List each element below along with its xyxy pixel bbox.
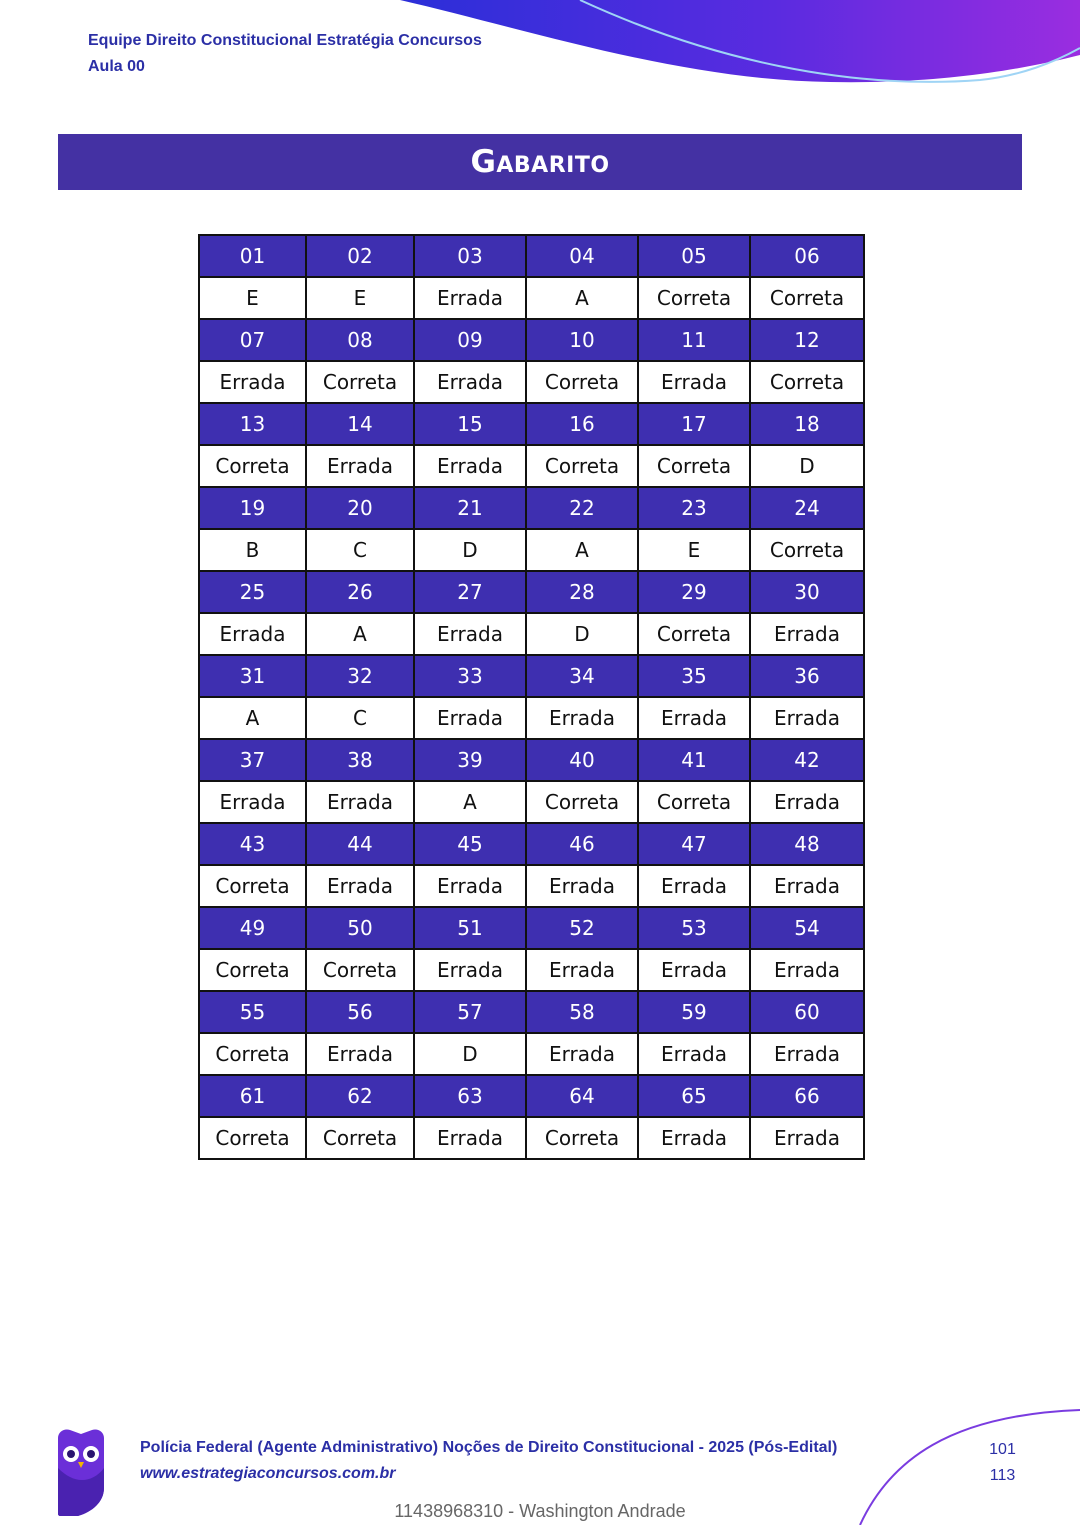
answer-cell: Errada — [638, 1117, 750, 1159]
question-number-cell: 58 — [526, 991, 638, 1033]
answer-cell: Correta — [199, 445, 306, 487]
answer-cell: D — [414, 1033, 526, 1075]
question-number-cell: 32 — [306, 655, 414, 697]
answer-cell: Errada — [414, 865, 526, 907]
answer-cell: D — [526, 613, 638, 655]
answer-cell: Correta — [199, 949, 306, 991]
answer-cell: Errada — [414, 361, 526, 403]
question-number-row — [199, 907, 864, 949]
answer-cell: Errada — [199, 613, 306, 655]
answer-cell: Errada — [638, 697, 750, 739]
question-number-cell: 34 — [526, 655, 638, 697]
question-number-row — [199, 571, 864, 613]
answer-cell: Errada — [526, 949, 638, 991]
question-number-row — [199, 739, 864, 781]
answer-cell: Correta — [306, 1117, 414, 1159]
answer-cell: A — [526, 277, 638, 319]
question-number-row — [199, 319, 864, 361]
answer-cell: Errada — [306, 865, 414, 907]
answer-cell: Correta — [526, 445, 638, 487]
question-number-cell: 57 — [414, 991, 526, 1033]
question-number-cell: 17 — [638, 403, 750, 445]
question-number-cell: 63 — [414, 1075, 526, 1117]
question-number-row — [199, 235, 864, 277]
question-number-cell: 29 — [638, 571, 750, 613]
question-number-row — [199, 823, 864, 865]
question-number-cell: 01 — [199, 235, 306, 277]
answer-cell: E — [306, 277, 414, 319]
answer-row — [199, 361, 864, 403]
answer-cell: Correta — [750, 277, 864, 319]
answer-row — [199, 613, 864, 655]
answer-row — [199, 1033, 864, 1075]
question-number-cell: 59 — [638, 991, 750, 1033]
answer-cell: Errada — [750, 949, 864, 991]
answer-cell: A — [199, 697, 306, 739]
question-number-cell: 62 — [306, 1075, 414, 1117]
question-number-cell: 53 — [638, 907, 750, 949]
answer-cell: Correta — [638, 445, 750, 487]
answer-cell: Errada — [414, 445, 526, 487]
question-number-cell: 24 — [750, 487, 864, 529]
question-number-cell: 27 — [414, 571, 526, 613]
answer-cell: Errada — [638, 865, 750, 907]
answer-cell: A — [306, 613, 414, 655]
answer-cell: E — [638, 529, 750, 571]
header-lesson: Aula 00 — [88, 58, 145, 75]
answer-row — [199, 277, 864, 319]
answer-cell: Errada — [526, 1033, 638, 1075]
question-number-cell: 56 — [306, 991, 414, 1033]
footer-course-title: Polícia Federal (Agente Administrativo) Noções de Direito Constitucional - 2025 (Pós-Edital) — [140, 1439, 838, 1456]
answer-cell: Errada — [750, 781, 864, 823]
question-number-cell: 33 — [414, 655, 526, 697]
question-number-cell: 52 — [526, 907, 638, 949]
question-number-cell: 19 — [199, 487, 306, 529]
answer-row — [199, 529, 864, 571]
answer-cell: Correta — [750, 529, 864, 571]
question-number-cell: 23 — [638, 487, 750, 529]
question-number-cell: 45 — [414, 823, 526, 865]
question-number-cell: 65 — [638, 1075, 750, 1117]
answer-cell: Correta — [526, 1117, 638, 1159]
question-number-cell: 25 — [199, 571, 306, 613]
question-number-cell: 04 — [526, 235, 638, 277]
answer-row — [199, 865, 864, 907]
question-number-row — [199, 487, 864, 529]
question-number-cell: 41 — [638, 739, 750, 781]
answer-cell: Correta — [638, 277, 750, 319]
question-number-cell: 66 — [750, 1075, 864, 1117]
question-number-cell: 08 — [306, 319, 414, 361]
answer-cell: B — [199, 529, 306, 571]
answer-cell: Correta — [750, 361, 864, 403]
answer-cell: Errada — [306, 445, 414, 487]
answer-cell: A — [414, 781, 526, 823]
question-number-row — [199, 991, 864, 1033]
answer-cell: Errada — [638, 361, 750, 403]
question-number-cell: 40 — [526, 739, 638, 781]
section-title: Gabarito — [58, 134, 1022, 190]
answer-cell: Errada — [526, 865, 638, 907]
answer-row — [199, 697, 864, 739]
answer-cell: Errada — [199, 781, 306, 823]
answer-cell: D — [414, 529, 526, 571]
answer-cell: C — [306, 529, 414, 571]
answer-cell: Correta — [638, 613, 750, 655]
answer-cell: Errada — [306, 781, 414, 823]
question-number-cell: 49 — [199, 907, 306, 949]
question-number-cell: 50 — [306, 907, 414, 949]
question-number-cell: 43 — [199, 823, 306, 865]
answer-cell: Errada — [750, 865, 864, 907]
question-number-cell: 54 — [750, 907, 864, 949]
question-number-cell: 02 — [306, 235, 414, 277]
question-number-row — [199, 403, 864, 445]
answer-cell: Errada — [199, 361, 306, 403]
question-number-cell: 36 — [750, 655, 864, 697]
question-number-cell: 09 — [414, 319, 526, 361]
question-number-cell: 11 — [638, 319, 750, 361]
question-number-cell: 47 — [638, 823, 750, 865]
answer-cell: Errada — [750, 613, 864, 655]
question-number-cell: 15 — [414, 403, 526, 445]
footer-user-id: 11438968310 - Washington Andrade — [394, 1501, 686, 1521]
question-number-cell: 16 — [526, 403, 638, 445]
question-number-cell: 38 — [306, 739, 414, 781]
question-number-cell: 51 — [414, 907, 526, 949]
answer-cell: Correta — [526, 781, 638, 823]
answer-cell: Errada — [306, 1033, 414, 1075]
page-current: 101 — [989, 1441, 1016, 1458]
question-number-cell: 44 — [306, 823, 414, 865]
header-wave-decoration — [380, 0, 1080, 95]
answer-cell: Correta — [199, 1117, 306, 1159]
question-number-cell: 35 — [638, 655, 750, 697]
answer-row — [199, 949, 864, 991]
question-number-cell: 64 — [526, 1075, 638, 1117]
question-number-cell: 13 — [199, 403, 306, 445]
answer-cell: Correta — [199, 865, 306, 907]
question-number-cell: 28 — [526, 571, 638, 613]
answer-cell: Errada — [750, 1033, 864, 1075]
question-number-cell: 55 — [199, 991, 306, 1033]
answer-cell: Correta — [306, 949, 414, 991]
answer-row — [199, 781, 864, 823]
question-number-cell: 46 — [526, 823, 638, 865]
answer-cell: Errada — [526, 697, 638, 739]
footer-site-link[interactable]: www.estrategiaconcursos.com.br — [140, 1465, 396, 1482]
question-number-cell: 22 — [526, 487, 638, 529]
question-number-cell: 03 — [414, 235, 526, 277]
answer-cell: Errada — [414, 613, 526, 655]
answer-row — [199, 1117, 864, 1159]
answer-cell: Errada — [750, 1117, 864, 1159]
page-total: 113 — [989, 1467, 1016, 1484]
answer-cell: A — [526, 529, 638, 571]
answer-cell: Errada — [414, 1117, 526, 1159]
question-number-cell: 07 — [199, 319, 306, 361]
question-number-cell: 06 — [750, 235, 864, 277]
question-number-cell: 26 — [306, 571, 414, 613]
answer-cell: Errada — [638, 949, 750, 991]
question-number-cell: 10 — [526, 319, 638, 361]
answer-cell: Errada — [414, 277, 526, 319]
question-number-cell: 20 — [306, 487, 414, 529]
question-number-cell: 21 — [414, 487, 526, 529]
question-number-row — [199, 655, 864, 697]
header-team: Equipe Direito Constitucional Estratégia Concursos — [88, 32, 482, 49]
question-number-cell: 14 — [306, 403, 414, 445]
answer-cell: C — [306, 697, 414, 739]
answer-cell: Correta — [526, 361, 638, 403]
answer-cell: D — [750, 445, 864, 487]
question-number-cell: 37 — [199, 739, 306, 781]
question-number-cell: 30 — [750, 571, 864, 613]
question-number-cell: 60 — [750, 991, 864, 1033]
answer-key-table — [198, 234, 865, 1160]
question-number-cell: 05 — [638, 235, 750, 277]
question-number-cell: 39 — [414, 739, 526, 781]
question-number-cell: 18 — [750, 403, 864, 445]
answer-cell: Correta — [199, 1033, 306, 1075]
answer-cell: Errada — [414, 949, 526, 991]
answer-cell: Correta — [638, 781, 750, 823]
answer-cell: Errada — [414, 697, 526, 739]
question-number-cell: 42 — [750, 739, 864, 781]
question-number-cell: 61 — [199, 1075, 306, 1117]
answer-cell: Correta — [306, 361, 414, 403]
answer-cell: E — [199, 277, 306, 319]
question-number-row — [199, 1075, 864, 1117]
answer-cell: Errada — [750, 697, 864, 739]
question-number-cell: 48 — [750, 823, 864, 865]
answer-cell: Errada — [638, 1033, 750, 1075]
question-number-cell: 12 — [750, 319, 864, 361]
answer-row — [199, 445, 864, 487]
question-number-cell: 31 — [199, 655, 306, 697]
